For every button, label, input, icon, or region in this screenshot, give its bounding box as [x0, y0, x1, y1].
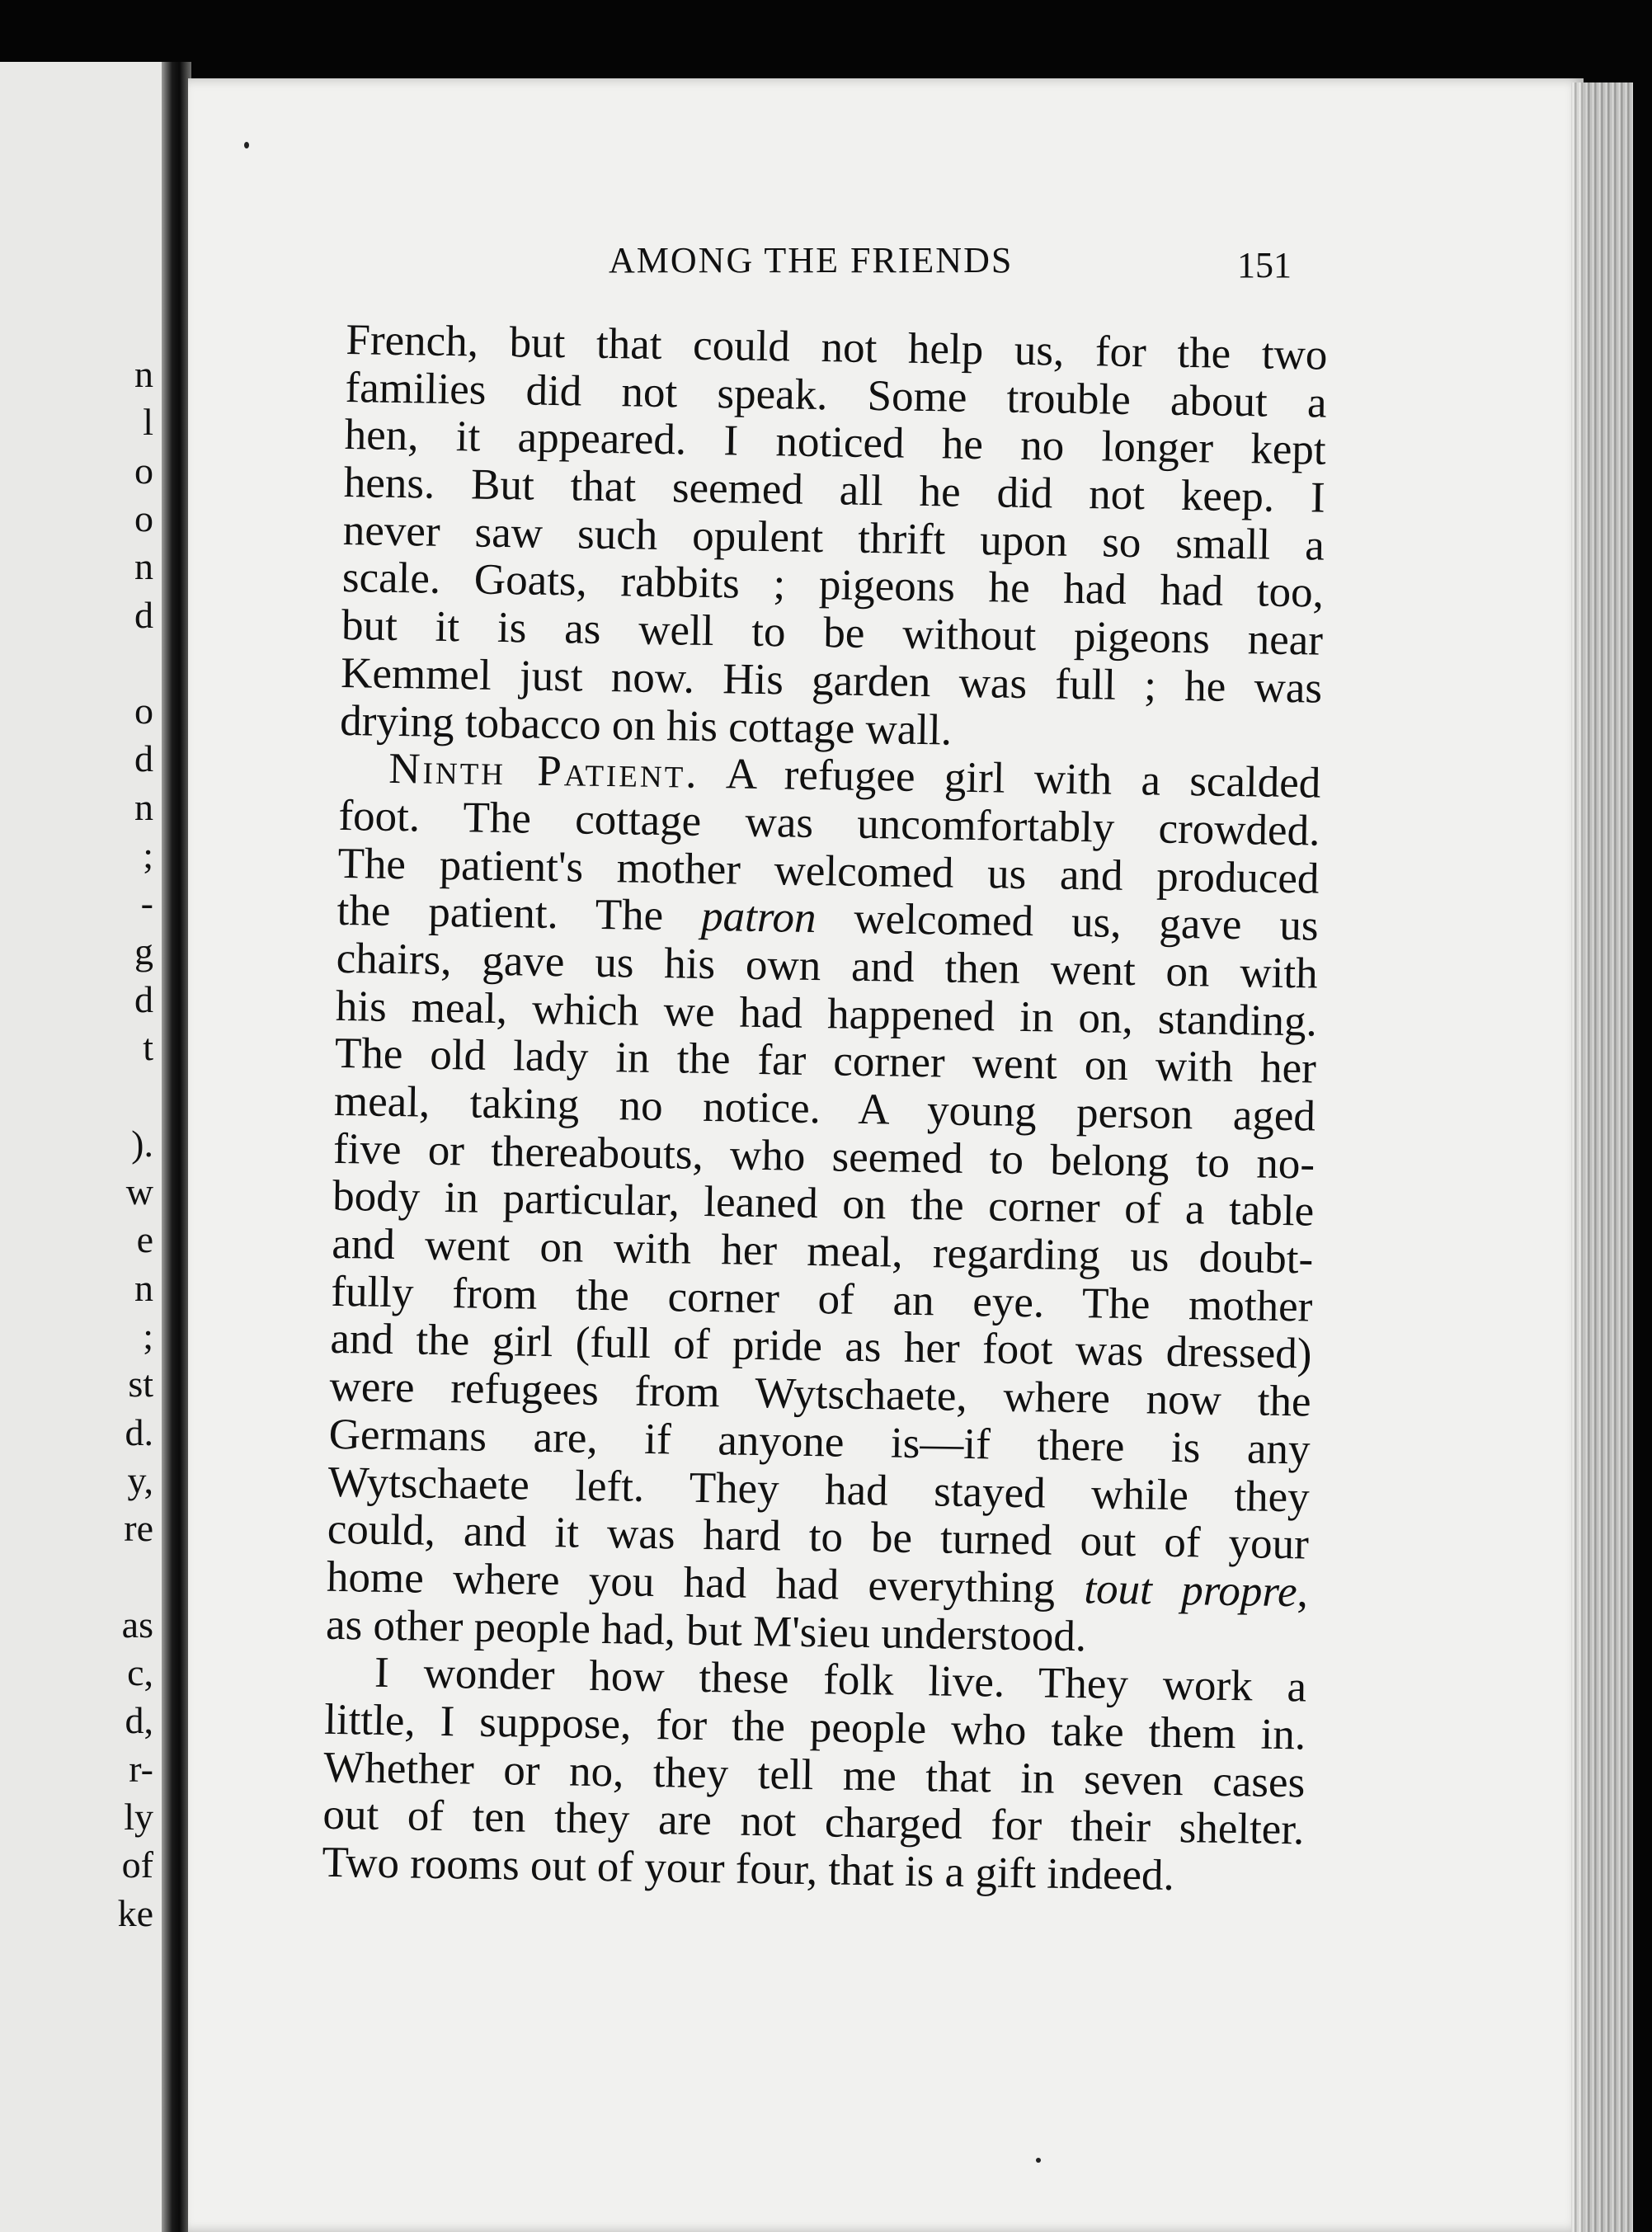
text-line: Two rooms out of your four, that is a gift indeed. [322, 1838, 1175, 1900]
text-line: Whether or no, they tell me that in seven cases [322, 1743, 1306, 1807]
text-line: as other people had, but M'sieu understood. [325, 1600, 1087, 1660]
left-page-fragment: ke [117, 1891, 153, 1934]
left-page-fragment: n [134, 1266, 153, 1309]
left-page-fragment: n [134, 353, 153, 395]
ink-speck [244, 142, 249, 148]
text-line: The old lady in the far corner went on with her [334, 1029, 1317, 1093]
running-head: AMONG THE FRIENDS [609, 240, 1014, 280]
left-page-fragment: ly [124, 1796, 153, 1838]
text-line: were refugees from Wytschaete, where now the [329, 1362, 1311, 1426]
text-run: A refugee girl with a scalded [699, 749, 1321, 808]
left-page-fragment: o [134, 690, 153, 732]
book-gutter [162, 62, 191, 2232]
left-page-fragment: w [125, 1170, 153, 1213]
left-page-fragment: d [134, 593, 153, 636]
text-run: the patient. The [337, 887, 702, 941]
text-line: his meal, which we had happened in on, standing. [335, 982, 1318, 1046]
left-page-fragment: ). [131, 1122, 153, 1165]
text-line: and the girl (full of pride as her foot was dressed) [330, 1315, 1312, 1378]
text-run: welcomed us, gave us [816, 894, 1319, 950]
text-line: fully from the corner of an eye. The mother [330, 1267, 1313, 1331]
italic-word: patron [700, 892, 817, 943]
left-page-fragment: e [136, 1218, 153, 1261]
ink-speck [1036, 2158, 1041, 2163]
text-line: drying tobacco on his cottage wall. [339, 696, 953, 755]
text-line: never saw such opulent thrift upon so small a [342, 506, 1325, 570]
left-facing-page [0, 62, 165, 2232]
left-page-fragment: o [134, 497, 153, 539]
text-line: families did not speak. Some trouble about a [345, 363, 1327, 427]
left-page-fragment: d. [125, 1410, 153, 1453]
left-page-fragment: of [121, 1844, 153, 1886]
section-heading: Ninth Patient. [388, 745, 700, 798]
left-page-fragment: re [124, 1507, 153, 1550]
text-line: scale. Goats, rabbits ; pigeons he had had too, [341, 553, 1325, 618]
left-page-fragment: - [140, 882, 153, 925]
page-number: 151 [1237, 245, 1292, 285]
left-page-fragment: st [128, 1363, 153, 1406]
page-edges [1571, 82, 1633, 2232]
left-page-fragment: d, [125, 1699, 153, 1742]
text-line: chairs, gave us his own and then went on with [336, 934, 1319, 998]
text-line: body in particular, leaned on the corner of a table [332, 1172, 1315, 1236]
left-page-fragment: c, [127, 1651, 153, 1694]
left-page-fragment: ; [143, 1315, 153, 1357]
left-page-fragment: n [134, 785, 153, 828]
text-line: meal, taking no notice. A young person aged [333, 1076, 1316, 1141]
left-page-fragment: ; [143, 834, 153, 876]
text-line: Wytschaete left. They had stayed while they [327, 1457, 1311, 1522]
text-line: but it is as well to be without pigeons near [341, 601, 1324, 665]
text-line: could, and it was hard to be turned out of your [327, 1505, 1310, 1569]
text-run: home where you had had everything [326, 1552, 1085, 1613]
text-line: I wonder how these folk live. They work a [374, 1648, 1307, 1712]
body-text [322, 317, 1328, 1902]
left-page-fragment: as [121, 1603, 153, 1646]
text-line: The patient's mother welcomed us and produced [337, 839, 1320, 903]
left-page-fragment: o [134, 449, 153, 492]
text-line: little, I suppose, for the people who take them in. [323, 1695, 1306, 1759]
left-page-fragment: r- [129, 1747, 153, 1790]
text-line: five or thereabouts, who seemed to belong to no- [332, 1124, 1315, 1189]
text-line: foot. The cottage was uncomfortably crowded. [338, 791, 1320, 855]
left-page-fragment: l [143, 401, 153, 444]
italic-phrase: tout propre [1084, 1565, 1298, 1617]
left-page-fragment: d [134, 737, 153, 780]
text-line: Kemmel just now. His garden was full ; he was [340, 648, 1323, 713]
left-page-fragment: g [134, 930, 153, 972]
text-line: French, but that could not help us, for the two [346, 316, 1328, 379]
text-line: and went on with her meal, regarding us doubt- [331, 1219, 1314, 1283]
text-line: hens. But that seemed all he did not keep. I [343, 459, 1326, 522]
left-page-fragment: n [134, 545, 153, 588]
text-line: Germans are, if anyone is—if there is any [328, 1410, 1311, 1474]
text-run: , [1297, 1568, 1309, 1617]
text-line: out of ten they are not charged for their shelter. [322, 1791, 1305, 1854]
left-page-fragment: y, [127, 1458, 153, 1501]
text-line: hen, it appeared. I noticed he no longer kept [344, 411, 1327, 475]
left-page-fragment: d [134, 977, 153, 1020]
left-page-fragment: t [143, 1026, 153, 1069]
